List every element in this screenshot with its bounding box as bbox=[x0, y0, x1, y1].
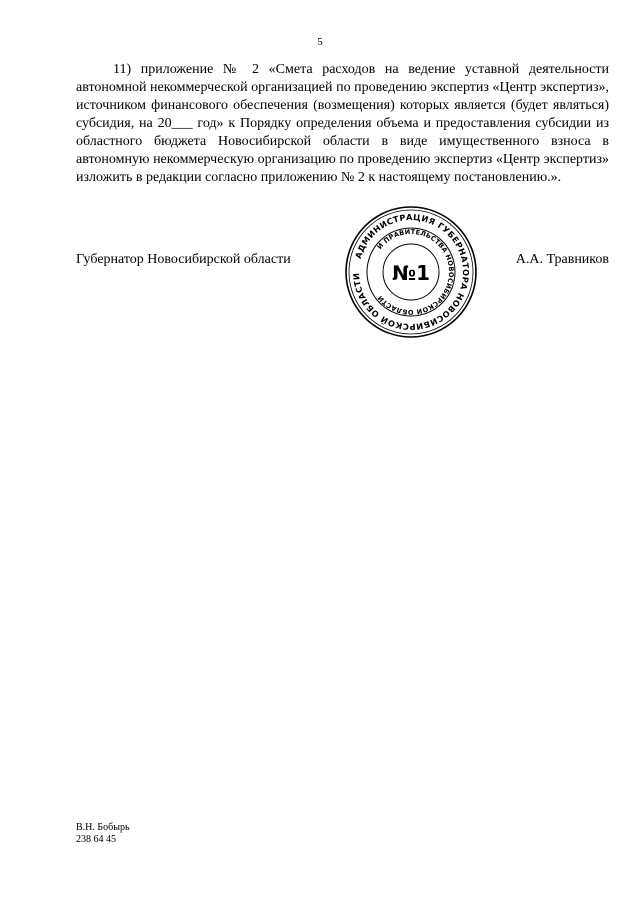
seal-number: №1 bbox=[392, 261, 430, 285]
signatory-name: А.А. Травников bbox=[515, 252, 609, 267]
signatory-title: Губернатор Новосибирской области bbox=[76, 252, 291, 267]
seal-outer-text: АДМИНИСТРАЦИЯ ГУБЕРНАТОРА НОВОСИБИРСКОЙ ОБЛАСТИ bbox=[350, 211, 472, 333]
seal-graphic bbox=[343, 204, 479, 340]
executor-name: В.Н. Бобырь bbox=[76, 822, 130, 833]
executor-info bbox=[76, 822, 130, 846]
seal-inner-text: И ПРАВИТЕЛЬСТВА НОВОСИБИРСКОЙ ОБЛАСТИ bbox=[375, 227, 456, 317]
official-seal-stamp bbox=[343, 204, 479, 340]
page-number: 5 bbox=[317, 36, 323, 48]
amendment-paragraph: 11) приложение № 2 «Смета расходов на ведение уставной деятельности автономной некоммерческой организацией по проведению экспертиз «Центр экспертиз», источником финансового обеспечения (возмещения) которых является (будет являться) субсидия, на 20___ год» к Порядку определения объема и предоставления субсидии из областного бюджета Новосибирской области в виде имущественного взноса в автономную некоммерческую организацию по проведению экспертиз «Центр экспертиз» изложить в редакции согласно приложению № 2 к настоящему постановлению.». bbox=[76, 62, 609, 185]
executor-phone: 238 64 45 bbox=[76, 834, 116, 845]
